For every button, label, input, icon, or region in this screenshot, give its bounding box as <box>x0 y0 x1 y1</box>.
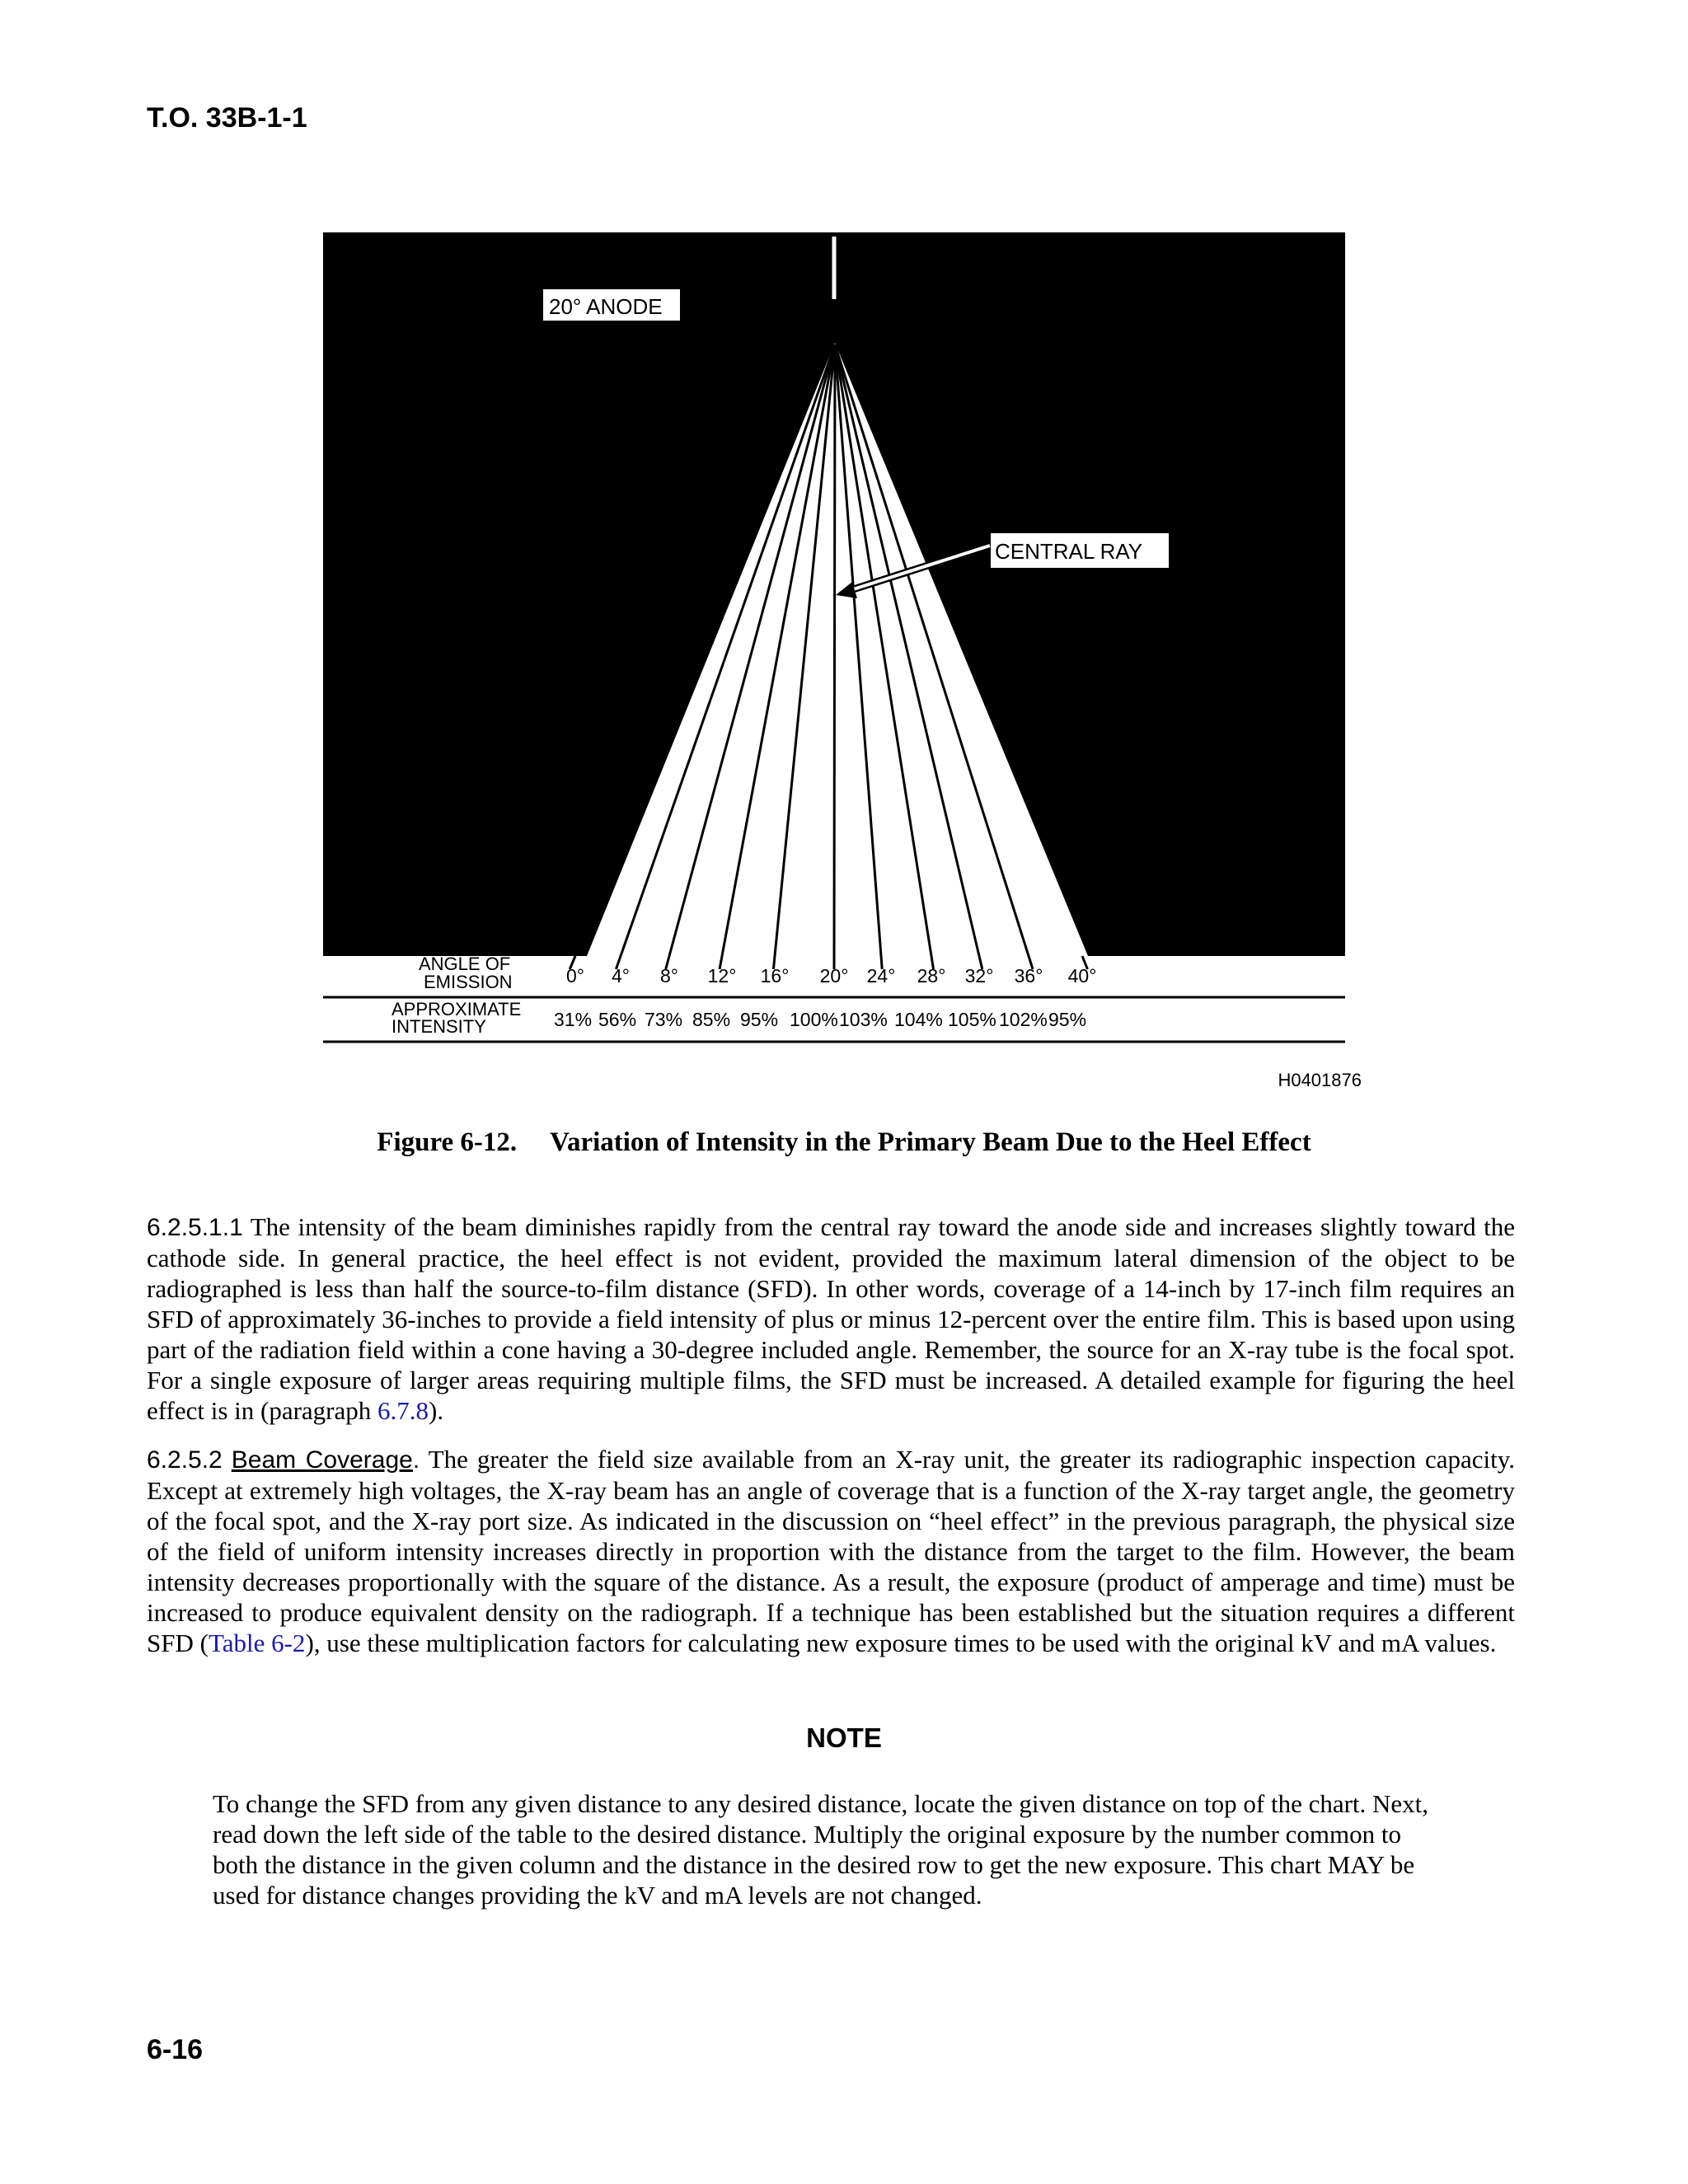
paragraph-6-7-8-link[interactable]: 6.7.8 <box>377 1396 429 1425</box>
intensity-label: 31% <box>554 1009 593 1030</box>
intensity-row-label-line2: INTENSITY <box>392 1016 486 1037</box>
intensity-label: 95% <box>1048 1009 1087 1030</box>
angle-labels-group <box>566 965 1096 987</box>
note-text: To change the SFD from any given distance to any desired distance, locate the given distance on top of the chart. Next, read down the left side of the table to the desired distance. Multiply the original exposure by the number common to both the distance in the given column and the distance in the desired row to get the new exposure. This chart MAY be used for distance changes providing the kV and mA levels are not changed. <box>213 1789 1429 1910</box>
paragraph-6-2-5-2 <box>147 1444 1515 1658</box>
note-heading: NOTE <box>806 1722 882 1753</box>
angle-label: 24° <box>866 965 896 987</box>
paragraph-title-period: . <box>412 1446 420 1474</box>
angle-label: 20° <box>819 965 849 987</box>
central-ray-label: CENTRAL RAY <box>995 539 1143 564</box>
document-id-header: T.O. 33B-1-1 <box>147 102 307 134</box>
intensity-label: 56% <box>598 1009 637 1030</box>
page-number: 6-16 <box>147 2034 204 2065</box>
paragraph-number: 6.2.5.2 <box>147 1446 223 1474</box>
figure-code: H0401876 <box>1278 1070 1362 1090</box>
paragraph-body: The greater the field size available from an X-ray unit, the greater its radiographic inspection capacity. Except at extremely high voltages, the X-ray beam has an angle of coverage that is a function of the X-ray target angle, the geometry of the focal spot, and the X-ray port size. As indicated in the discussion on “heel effect” in the previous paragraph, the physical size of the field of uniform intensity increases directly in proportion with the distance from the target to the film. However, the beam intensity decreases proportionally with the square of the distance. As a result, the exposure (product of amperage and time) must be increased to produce equivalent density on the radiograph. If a technique has been established but the situation requires a different SFD ( <box>147 1445 1515 1657</box>
angle-row-label-line2: EMISSION <box>424 972 513 992</box>
angle-label: 28° <box>917 965 946 987</box>
anode-label: 20° ANODE <box>549 294 663 319</box>
intensity-label: 104% <box>894 1009 943 1030</box>
angle-row-label-line1: ANGLE OF <box>419 954 511 974</box>
paragraph-body: The intensity of the beam diminishes rapidly from the central ray toward the anode side and increases slightly toward the cathode side. In general practice, the heel effect is not evident, provided the maximum lateral dimension of the object to be radiographed is less than half the source-to-film distance (SFD). In other words, coverage of a 14-inch by 17-inch film requires an SFD of approximately 36-inches to provide a field intensity of plus or minus 12-percent over the entire film. This is based upon using part of the radiation field within a cone having a 30-degree included angle. Remember, the source for an X-ray tube is the focal spot. For a single exposure of larger areas requiring multiple films, the SFD must be increased. A detailed example for figuring the heel effect is in (paragraph <box>147 1212 1515 1425</box>
paragraph-6-2-5-1-1 <box>147 1212 1515 1426</box>
intensity-label: 102% <box>999 1009 1048 1030</box>
paragraph-end: ), use these multiplication factors for calculating new exposure times to be used with the original kV and mA values. <box>305 1629 1497 1657</box>
angle-label: 0° <box>566 965 584 987</box>
paragraph-end: ). <box>429 1396 444 1425</box>
intensity-labels-group <box>554 1009 1086 1030</box>
angle-label: 40° <box>1067 965 1097 987</box>
intensity-row-label-line1: APPROXIMATE <box>392 999 522 1019</box>
angle-label: 32° <box>964 965 994 987</box>
angle-label: 8° <box>660 965 678 987</box>
intensity-label: 103% <box>839 1009 888 1030</box>
intensity-label: 100% <box>790 1009 838 1030</box>
table-6-2-link[interactable]: Table 6-2 <box>208 1629 306 1657</box>
paragraph-title: Beam Coverage <box>231 1446 413 1474</box>
intensity-label: 73% <box>645 1009 683 1030</box>
angle-label: 12° <box>707 965 737 987</box>
figure-caption-title: Variation of Intensity in the Primary Beam Due to the Heel Effect <box>550 1127 1311 1157</box>
intensity-label: 85% <box>692 1009 731 1030</box>
intensity-label: 95% <box>740 1009 779 1030</box>
angle-label: 36° <box>1014 965 1043 987</box>
angle-label: 4° <box>612 965 630 987</box>
figure-caption <box>0 1127 1688 1158</box>
paragraph-number: 6.2.5.1.1 <box>147 1214 243 1241</box>
figure-caption-number: Figure 6-12. <box>377 1127 518 1157</box>
angle-label: 16° <box>760 965 790 987</box>
beam-line-20deg <box>834 344 835 956</box>
intensity-label: 105% <box>948 1009 996 1030</box>
